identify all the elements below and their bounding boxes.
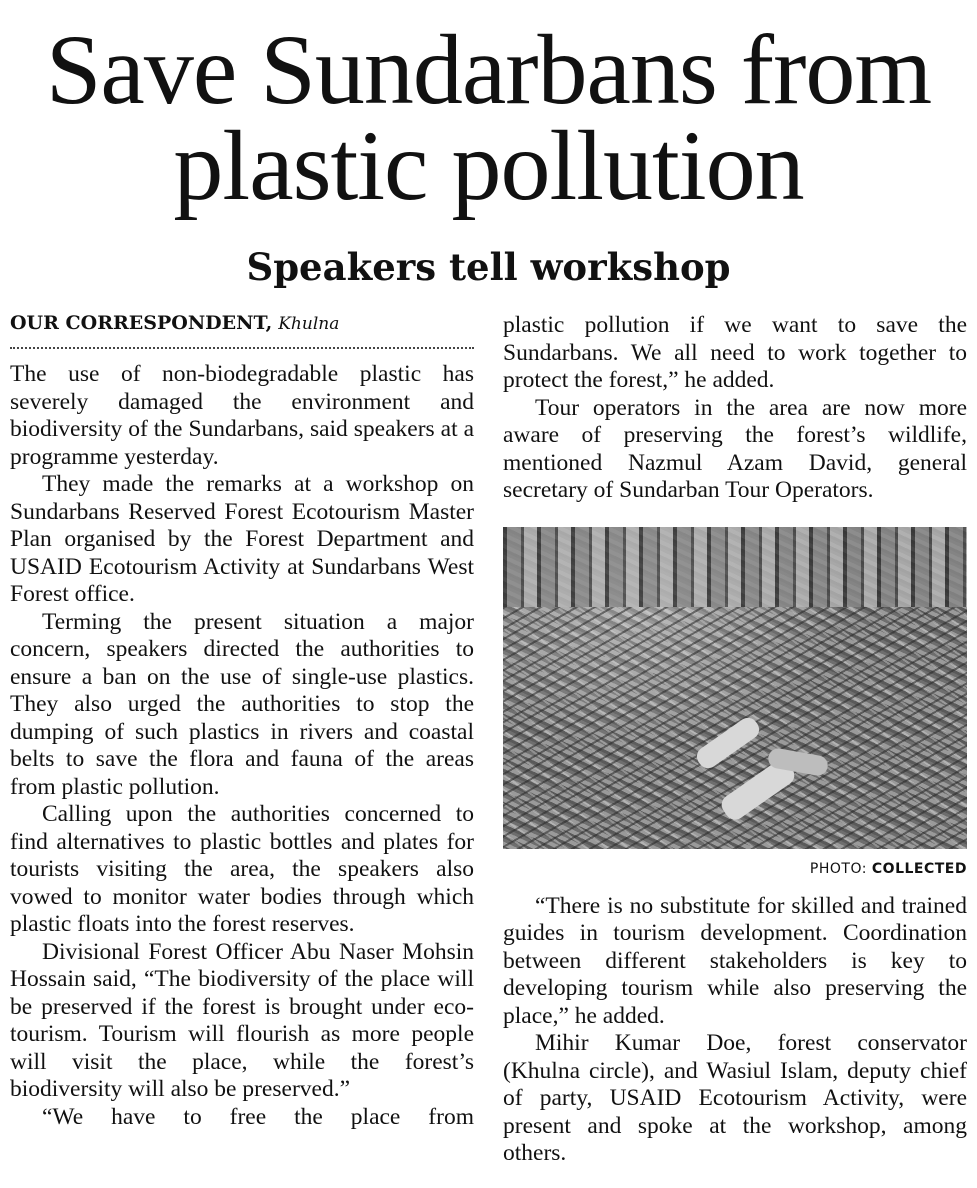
paragraph: Divisional Forest Officer Abu Naser Mohsin Hossain said, “The biodiversity of the place will be preserved if the forest is brought under eco-tourism. Tourism will flourish as more people will visit the place, while the forest’s biodiversity will also be preserved.” <box>10 938 474 1102</box>
paragraph: plastic pollution if we want to save the Sundarbans. We all need to work together to protect the forest,” he added. <box>503 312 967 393</box>
paragraph: Terming the present situation a major concern, speakers directed the authorities to ensure a ban on the use of single-use plastics. They also urged the authorities to stop the dumping of such plastics in rivers and coastal belts to save the flora and fauna of the areas from plastic pollution. <box>10 608 474 800</box>
photo-credit <box>503 859 967 879</box>
byline-location: Khulna <box>278 314 340 334</box>
paragraph: Calling upon the authorities concerned to find alternatives to plastic bottles and plates for tourists visiting the area, the speakers also vowed to monitor water bodies through which plastic floats into the forest reserves. <box>10 801 474 937</box>
subheadline: Speakers tell workshop <box>246 245 731 289</box>
left-column <box>10 310 474 1131</box>
paragraph: “We have to free the place from <box>42 1103 474 1130</box>
photo-credit-source: COLLECTED <box>871 860 967 877</box>
photo-trees <box>503 527 967 607</box>
headline: Save Sundarbans from plastic pollution <box>45 14 932 221</box>
byline-author: OUR CORRESPONDENT, <box>10 312 273 334</box>
paragraph: Tour operators in the area are now more aware of preserving the forest’s wildlife, mentioned Nazmul Azam David, general secretary of Sundarban Tour Operators. <box>503 394 967 503</box>
photo-credit-label: PHOTO: <box>809 860 867 877</box>
paragraph: They made the remarks at a workshop on Sundarbans Reserved Forest Ecotourism Master Plan organised by the Forest Department and USAID Ecotourism Activity at Sundarbans West Forest office. <box>10 471 474 607</box>
paragraph: “There is no substitute for skilled and trained guides in tourism development. Coordination between different stakeholders is key to developing tourism while also preserving the place,” he added. <box>503 892 967 1029</box>
paragraph: Mihir Kumar Doe, forest conservator (Khulna circle), and Wasiul Islam, deputy chief of party, USAID Ecotourism Activity, were present and spoke at the workshop, among others. <box>503 1030 967 1166</box>
news-photo <box>503 527 967 849</box>
right-column <box>503 312 967 1168</box>
byline <box>10 310 474 349</box>
paragraph: The use of non-biodegradable plastic has severely damaged the environment and biodiversity of the Sundarbans, said speakers at a programme yesterday. <box>10 361 474 470</box>
